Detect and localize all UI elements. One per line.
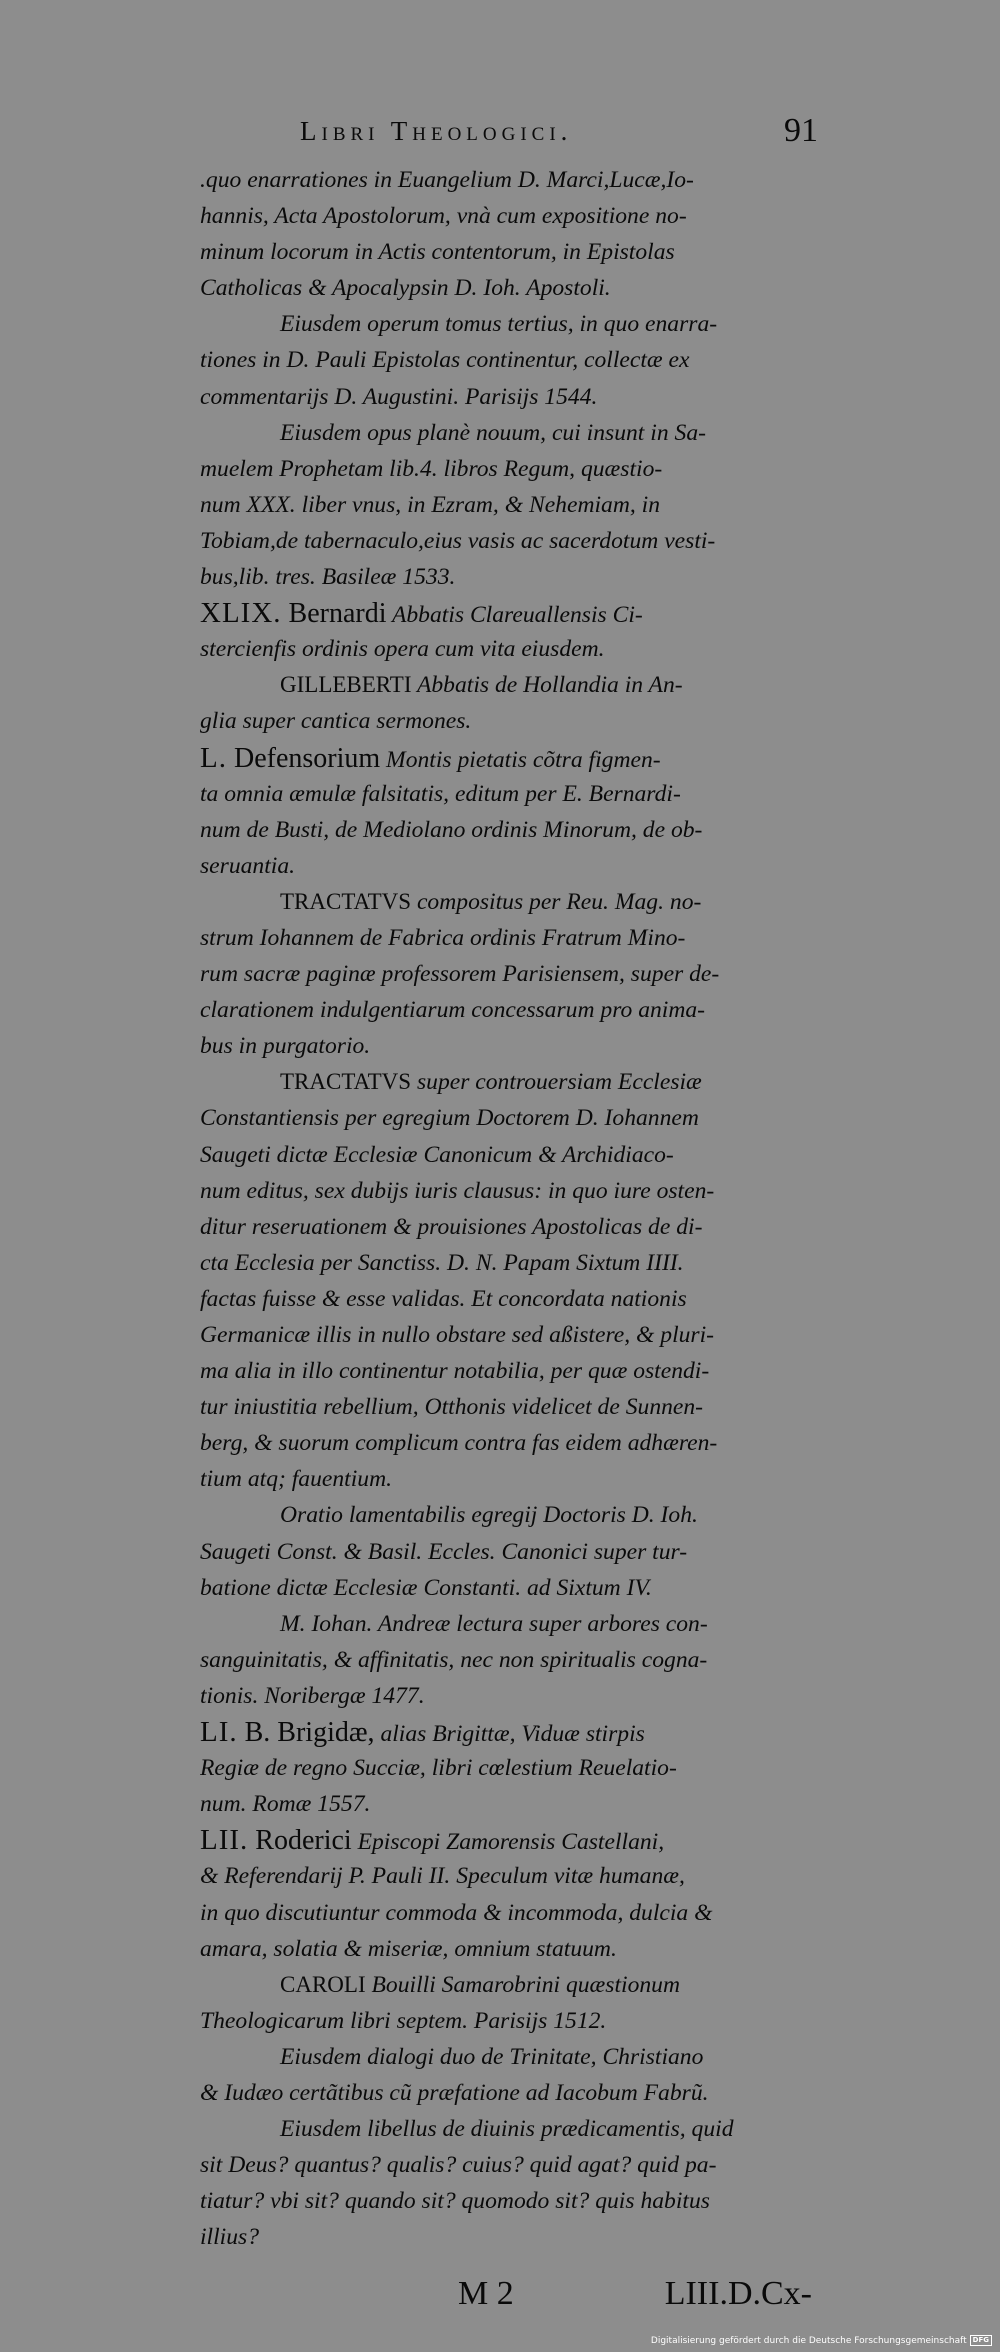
line-text: Oratio lamentabilis egregij Doctoris D. Ioh. (280, 1502, 698, 1529)
line-text: muelem Prophetam lib.4. libros Regum, quæstio- (200, 455, 663, 482)
text-line (200, 812, 812, 848)
text-line (200, 1137, 812, 1173)
line-text: berg, & suorum complicum contra fas eidem adhæren- (200, 1430, 718, 1457)
text-line (200, 776, 812, 812)
catchword: LIII.D.Cx- (664, 2275, 812, 2313)
text-line (200, 270, 812, 306)
text-line (200, 848, 812, 884)
line-text: amara, solatia & miseriæ, omnium statuum. (200, 1935, 617, 1962)
line-text: minum locorum in Actis contentorum, in Epistolas (200, 239, 675, 266)
line-text: & Iudæo certãtibus cũ præfatione ad Iacobum Fabrũ. (200, 2079, 709, 2106)
text-line (200, 2147, 812, 2183)
line-text: num XXX. liber vnus, in Ezram, & Nehemiam, in (200, 491, 661, 518)
line-text: M. Iohan. Andreæ lectura super arbores con- (280, 1610, 708, 1637)
line-text: ditur reseruationem & prouisiones Apostolicas de di- (200, 1213, 703, 1240)
line-text: num. Romæ 1557. (200, 1791, 371, 1818)
text-line (200, 559, 812, 595)
line-text: tiones in D. Pauli Epistolas continentur, collectæ ex (200, 347, 690, 374)
line-text: compositus per Reu. Mag. no- (411, 888, 702, 915)
text-line (200, 1858, 812, 1894)
text-line (200, 1931, 812, 1967)
line-text: stercienfis ordinis opera cum vita eiusdem. (200, 636, 605, 663)
text-line (200, 667, 812, 703)
line-text: hannis, Acta Apostolorum, vnà cum expositione no- (200, 203, 687, 230)
text-line (200, 1461, 812, 1497)
line-text: tiatur? vbi sit? quando sit? quomodo sit? quis habitus (200, 2188, 710, 2215)
digitization-credit (651, 2335, 992, 2346)
text-line (200, 1100, 812, 1136)
line-text: Eiusdem libellus de diuinis prædicamentis, quid (280, 2116, 734, 2143)
line-text: Eiusdem dialogi duo de Trinitate, Christiano (280, 2043, 704, 2070)
line-text: Abbatis Clareuallensis Ci- (386, 602, 643, 629)
running-head (200, 108, 818, 158)
text-line (200, 1895, 812, 1931)
small-caps-heading: TRACTATVS (280, 1069, 412, 1095)
line-text: glia super cantica sermones. (200, 708, 472, 735)
line-text: Tobiam,de tabernaculo,eius vasis ac sacerdotum vesti- (200, 527, 716, 554)
line-text: sanguinitatis, & affinitatis, nec non spiritualis cogna- (200, 1646, 708, 1673)
text-line (200, 631, 812, 667)
text-line (200, 1606, 812, 1642)
text-line (200, 2039, 812, 2075)
line-text: Saugeti Const. & Basil. Eccles. Canonici super tur- (200, 1538, 688, 1565)
text-line (200, 1209, 812, 1245)
line-text: num editus, sex dubijs iuris clausus: in quo iure osten- (200, 1177, 715, 1204)
text-line (200, 1678, 812, 1714)
text-line (200, 2003, 812, 2039)
text-line (200, 1281, 812, 1317)
line-text: super controuersiam Ecclesiæ (411, 1069, 702, 1096)
line-text: commentarijs D. Augustini. Parisijs 1544. (200, 383, 598, 410)
entry-number: LI. (200, 1716, 238, 1749)
text-line (200, 2111, 812, 2147)
entry-number: L. (200, 741, 227, 774)
text-line (200, 342, 812, 378)
line-text: factas fuisse & esse validas. Et concordata nationis (200, 1285, 687, 1312)
line-text: ta omnia æmulæ falsitatis, editum per E. Bernardi- (200, 780, 681, 807)
page-footer (200, 2265, 812, 2325)
text-line (200, 1317, 812, 1353)
line-text: tium atq; fauentium. (200, 1466, 393, 1493)
entry-author: Defensorium (226, 742, 381, 774)
text-line (200, 415, 812, 451)
text-line (200, 1245, 812, 1281)
text-line (200, 1714, 812, 1750)
credit-text: Digitalisierung gefördert durch die Deutsche Forschungsgemeinschaft (650, 2335, 967, 2346)
entry-author: B. Brigidæ, (237, 1717, 375, 1749)
line-text: Bouilli Samarobrini quæstionum (365, 1971, 681, 1998)
text-line (200, 1967, 812, 2003)
text-line (200, 379, 812, 415)
text-line (200, 1750, 812, 1786)
line-text: Montis pietatis cõtra figmen- (380, 746, 661, 773)
line-text: sit Deus? quantus? qualis? cuius? quid agat? quid pa- (200, 2152, 717, 2179)
text-line (200, 487, 812, 523)
entry-author: Bernardi (281, 598, 387, 630)
line-text: ma alia in illo continentur notabilia, per quæ ostendi- (200, 1358, 710, 1385)
line-text: bus in purgatorio. (200, 1033, 371, 1060)
text-line (200, 1786, 812, 1822)
text-line (200, 451, 812, 487)
text-line (200, 1497, 812, 1533)
running-head-title: Libri Theologici. (300, 116, 573, 146)
text-line (200, 1173, 812, 1209)
line-text: Catholicas & Apocalypsin D. Ioh. Apostoli. (200, 275, 611, 302)
line-text: Eiusdem opus planè nouum, cui insunt in Sa- (280, 419, 706, 446)
text-line (200, 1425, 812, 1461)
text-line (200, 740, 812, 776)
line-text: num de Busti, de Mediolano ordinis Minorum, de ob- (200, 816, 703, 843)
dfg-logo-icon: DFG (970, 2335, 992, 2346)
text-line (200, 703, 812, 739)
text-line (200, 1028, 812, 1064)
text-line (200, 1822, 812, 1858)
line-text: alias Brigittæ, Viduæ stirpis (374, 1721, 645, 1748)
small-caps-heading: CAROLI (280, 1971, 366, 1997)
line-text: & Referendarij P. Pauli II. Speculum vitæ humanæ, (200, 1863, 685, 1890)
line-text: batione dictæ Ecclesiæ Constanti. ad Sixtum IV. (200, 1574, 652, 1601)
signature-mark: M 2 (458, 2275, 514, 2313)
page-number: 91 (784, 112, 818, 149)
text-line (200, 234, 812, 270)
text-line (200, 2219, 812, 2255)
line-text: Saugeti dictæ Ecclesiæ Canonicum & Archidiaco- (200, 1141, 674, 1168)
body-text (200, 162, 812, 2255)
text-line (200, 1353, 812, 1389)
text-line (200, 992, 812, 1028)
text-line (200, 2183, 812, 2219)
line-text: Abbatis de Hollandia in An- (411, 672, 683, 699)
line-text: seruantia. (200, 852, 296, 879)
text-line (200, 1064, 812, 1100)
text-line (200, 198, 812, 234)
line-text: illius? (200, 2224, 259, 2251)
text-line (200, 884, 812, 920)
line-text: tionis. Noribergæ 1477. (200, 1682, 425, 1709)
text-line (200, 523, 812, 559)
text-line (200, 1570, 812, 1606)
entry-number: XLIX. (200, 597, 282, 630)
entry-number: LII. (200, 1824, 249, 1857)
entry-author: Roderici (248, 1825, 352, 1857)
line-text: cta Ecclesia per Sanctiss. D. N. Papam Sixtum IIII. (200, 1249, 684, 1276)
text-line (200, 1534, 812, 1570)
text-line (200, 956, 812, 992)
line-text: Theologicarum libri septem. Parisijs 1512. (200, 2007, 607, 2034)
line-text: tur iniustitia rebellium, Otthonis videlicet de Sunnen- (200, 1394, 704, 1421)
text-line (200, 1642, 812, 1678)
line-text: Episcopi Zamorensis Castellani, (351, 1829, 665, 1856)
text-line (200, 2075, 812, 2111)
line-text: Eiusdem operum tomus tertius, in quo enarra- (280, 311, 718, 338)
line-text: strum Iohannem de Fabrica ordinis Fratrum Mino- (200, 924, 686, 951)
text-line (200, 306, 812, 342)
text-line (200, 1389, 812, 1425)
line-text: rum sacræ paginæ professorem Parisiensem, super de- (200, 961, 720, 988)
text-line (200, 595, 812, 631)
line-text: clarationem indulgentiarum concessarum pro anima- (200, 997, 706, 1024)
line-text: .quo enarrationes in Euangelium D. Marci,Lucæ,Io- (200, 167, 694, 193)
line-text: in quo discutiuntur commoda & incommoda, dulcia & (200, 1899, 713, 1926)
line-text: Germanicæ illis in nullo obstare sed aßistere, & pluri- (200, 1322, 715, 1348)
text-line (200, 920, 812, 956)
small-caps-heading: GILLEBERTI (280, 672, 412, 698)
line-text: Constantiensis per egregium Doctorem D. Iohannem (200, 1105, 699, 1132)
small-caps-heading: TRACTATVS (280, 888, 412, 914)
line-text: bus,lib. tres. Basileæ 1533. (200, 564, 456, 591)
book-page (200, 108, 818, 2325)
text-line (200, 162, 812, 198)
line-text: Regiæ de regno Succiæ, libri cœlestium Reuelatio- (200, 1755, 677, 1782)
